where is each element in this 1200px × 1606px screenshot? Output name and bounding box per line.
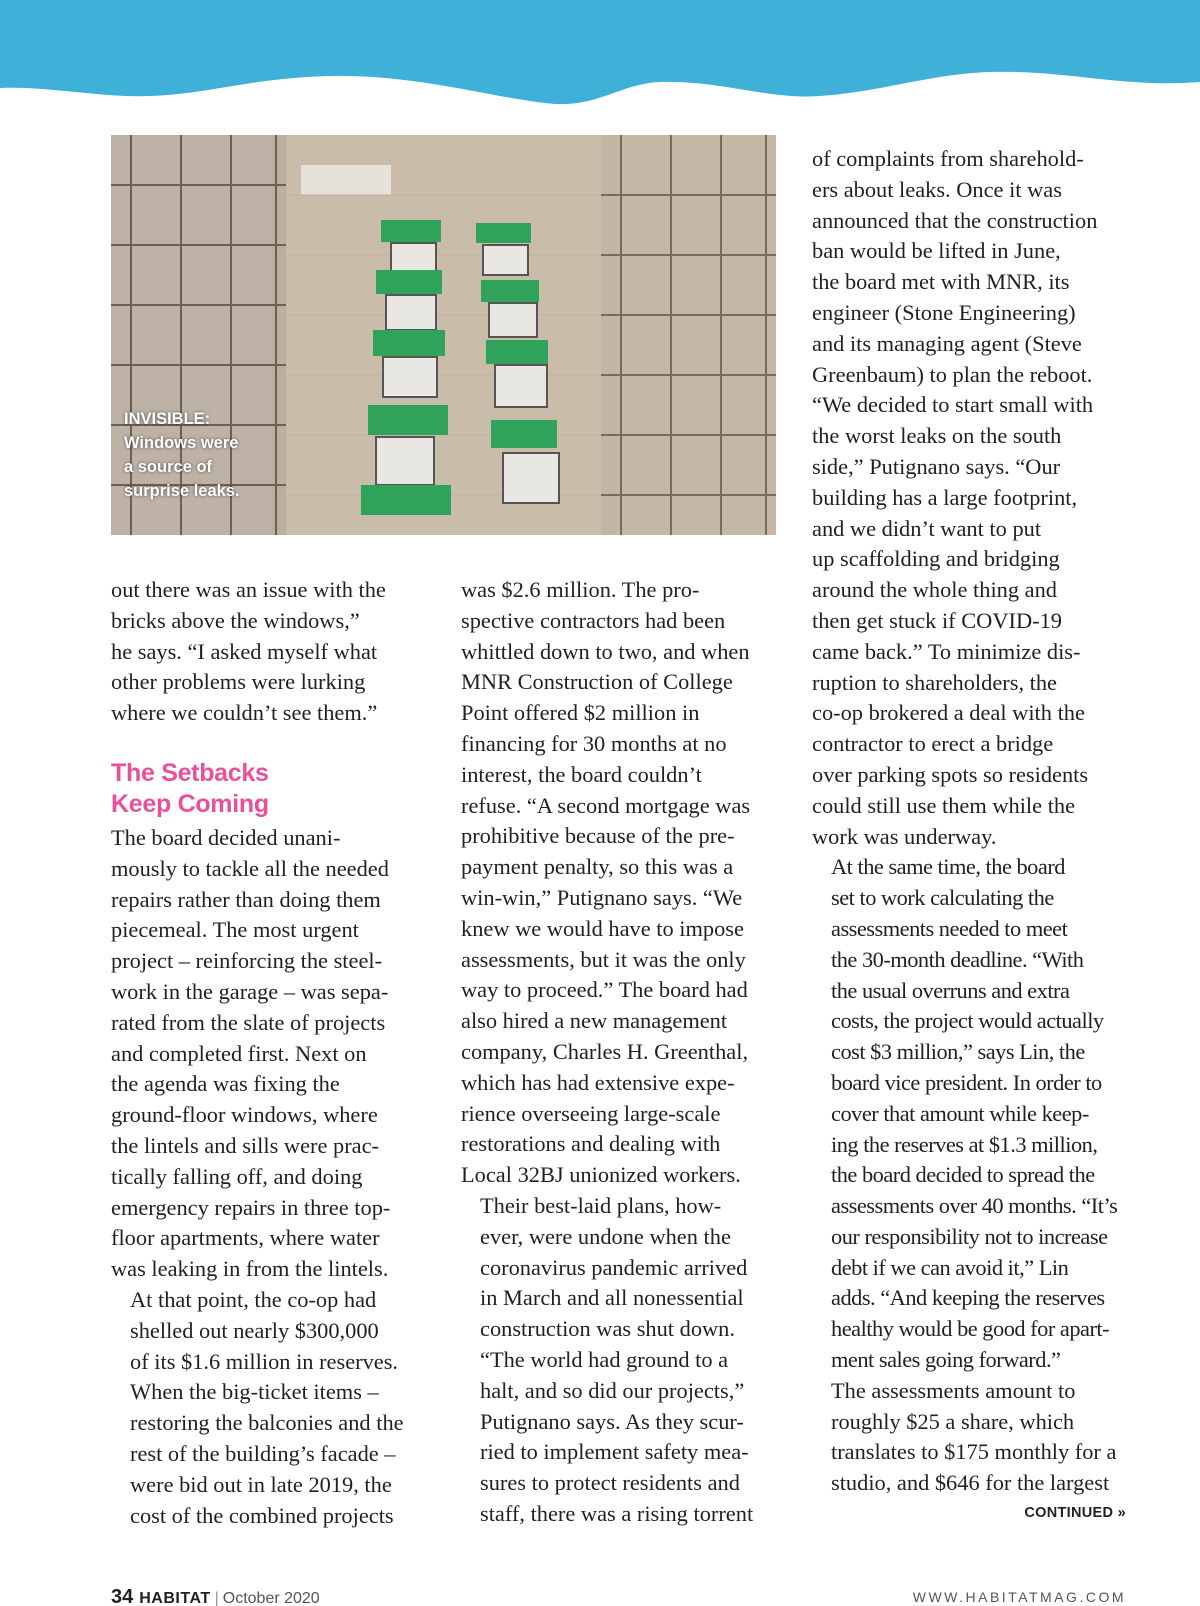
text-line: other problems were lurking (111, 669, 366, 695)
text-line: Local 32BJ unionized workers. (461, 1162, 741, 1188)
text-line: healthy would be good for apart- (831, 1316, 1110, 1342)
text-line: payment penalty, so this was a (461, 854, 734, 880)
text-line: construction was shut down. (480, 1316, 735, 1342)
text-line: board vice president. In order to (831, 1069, 1102, 1095)
text-line: “The world had ground to a (480, 1346, 729, 1372)
text-line: Putignano says. As they scur- (480, 1408, 744, 1434)
text-line: which has had extensive expe- (461, 1069, 735, 1095)
text-line: Greenbaum) to plan the reboot. (812, 361, 1093, 387)
text-line: company, Charles H. Greenthal, (461, 1038, 749, 1064)
heading-line: Keep Coming (111, 789, 269, 818)
text-line: whittled down to two, and when (461, 638, 750, 664)
text-line: contractor to erect a bridge (812, 731, 1054, 757)
text-line: “We decided to start small with (812, 392, 1094, 418)
website-url[interactable]: WWW.HABITATMAG.COM (912, 1589, 1126, 1605)
text-line: project – reinforcing the steel- (111, 948, 383, 974)
text-line: was leaking in from the lintels. (111, 1256, 389, 1282)
text-line: cover that amount while keep- (831, 1100, 1089, 1126)
text-line: coronavirus pandemic arrived (480, 1254, 748, 1280)
caption-label: INVISIBLE: (124, 410, 211, 428)
text-line: and its managing agent (Steve (812, 330, 1082, 356)
text-line: When the big-ticket items – (130, 1379, 379, 1405)
paragraph (111, 823, 421, 1285)
text-line: assessments needed to meet (831, 915, 1068, 941)
text-line: bricks above the windows,” (111, 607, 360, 633)
paragraph (812, 144, 1132, 852)
top-color-band (0, 0, 1200, 112)
text-line: engineer (Stone Engineering) (812, 299, 1076, 325)
text-line: costs, the project would actually (831, 1008, 1104, 1034)
text-line: piecemeal. The most urgent (111, 917, 359, 943)
magazine-name: HABITAT (139, 1590, 211, 1606)
text-line: studio, and $646 for the largest (831, 1470, 1110, 1496)
text-line: up scaffolding and bridging (812, 546, 1060, 572)
text-line: the board met with MNR, its (812, 269, 1070, 295)
text-line: MNR Construction of College (461, 669, 733, 695)
text-line: in March and all nonessential (480, 1285, 744, 1311)
text-line: over parking spots so residents (812, 761, 1089, 787)
paragraph (812, 852, 1132, 1376)
text-line: the usual overruns and extra (831, 977, 1070, 1003)
text-line: around the whole thing and (812, 577, 1057, 603)
text-line: assessments, but it was the only (461, 946, 746, 972)
text-line: the board decided to spread the (831, 1162, 1095, 1188)
text-line: ers about leaks. Once it was (812, 176, 1062, 202)
text-line: restorations and dealing with (461, 1131, 721, 1157)
text-line: cost $3 million,” says Lin, the (831, 1039, 1085, 1065)
paragraph (111, 575, 421, 729)
text-line: At the same time, the board (831, 854, 1065, 880)
text-line: and completed first. Next on (111, 1040, 367, 1066)
text-line: The board decided unani- (111, 824, 341, 850)
text-line: also hired a new management (461, 1008, 728, 1034)
text-line: ried to implement safety mea- (480, 1439, 749, 1465)
text-line: side,” Putignano says. “Our (812, 453, 1061, 479)
page-number: 34 (111, 1586, 134, 1606)
paragraph (461, 1191, 781, 1530)
article-column-3 (812, 144, 1132, 1499)
text-line: rience overseeing large-scale (461, 1100, 721, 1126)
text-line: were bid out in late 2019, the (130, 1471, 392, 1497)
text-line: could still use them while the (812, 792, 1076, 818)
text-line: Their best-laid plans, how- (480, 1192, 722, 1218)
text-line: announced that the construction (812, 207, 1098, 233)
text-line: and we didn’t want to put (812, 515, 1042, 541)
text-line: spective contractors had been (461, 607, 726, 633)
text-line: ever, were undone when the (480, 1223, 731, 1249)
text-line: where we couldn’t see them.” (111, 700, 378, 726)
text-line: building has a large footprint, (812, 484, 1078, 510)
text-line: shelled out nearly $300,000 (130, 1317, 379, 1343)
section-heading (111, 758, 421, 820)
text-line: repairs rather than doing them (111, 886, 381, 912)
article-column-1 (111, 575, 421, 1531)
paragraph (812, 1376, 1132, 1499)
text-line: prohibitive because of the pre- (461, 823, 735, 849)
paragraph (111, 1285, 421, 1531)
text-line: ment sales going forward.” (831, 1347, 1061, 1373)
text-line: co-op brokered a deal with the (812, 700, 1085, 726)
text-line: the 30-month deadline. “With (831, 946, 1084, 972)
text-line: then get stuck if COVID-19 (812, 607, 1062, 633)
text-line: the worst leaks on the south (812, 423, 1062, 449)
text-line: win-win,” Putignano says. “We (461, 884, 743, 910)
text-line: he says. “I asked myself what (111, 638, 378, 664)
paragraph (461, 575, 781, 1191)
text-line: out there was an issue with the (111, 577, 386, 602)
text-line: ground-floor windows, where (111, 1102, 378, 1128)
text-line: way to proceed.” The board had (461, 977, 748, 1003)
text-line: ing the reserves at $1.3 million, (831, 1131, 1098, 1157)
continued-link[interactable]: CONTINUED » (1024, 1505, 1126, 1521)
text-line: assessments over 40 months. “It’s (831, 1193, 1118, 1219)
caption-line: Windows were (124, 434, 239, 452)
text-line: roughly $25 a share, which (831, 1408, 1075, 1434)
text-line: came back.” To minimize dis- (812, 638, 1081, 664)
footer-separator: | (214, 1590, 219, 1606)
text-line: floor apartments, where water (111, 1225, 380, 1251)
text-line: knew we would have to impose (461, 915, 744, 941)
issue-date: October 2020 (222, 1590, 320, 1606)
caption-line: surprise leaks. (124, 482, 240, 500)
text-line: work was underway. (812, 823, 997, 849)
text-line: halt, and so did our projects,” (480, 1377, 745, 1403)
text-line: refuse. “A second mortgage was (461, 792, 751, 818)
text-line: the lintels and sills were prac- (111, 1132, 379, 1158)
text-line: The assessments amount to (831, 1377, 1076, 1403)
text-line: work in the garage – was sepa- (111, 978, 389, 1004)
text-line: ruption to shareholders, the (812, 669, 1057, 695)
text-line: staff, there was a rising torrent (480, 1500, 754, 1526)
text-line: rest of the building’s facade – (130, 1440, 396, 1466)
text-line: restoring the balconies and the (130, 1410, 404, 1436)
text-line: mously to tackle all the needed (111, 855, 389, 881)
article-column-2 (461, 575, 781, 1530)
page-footer (111, 1586, 320, 1606)
text-line: translates to $175 monthly for a (831, 1439, 1117, 1465)
text-line: financing for 30 months at no (461, 730, 727, 756)
text-line: rated from the slate of projects (111, 1009, 386, 1035)
text-line: interest, the board couldn’t (461, 761, 702, 787)
text-line: cost of the combined projects (130, 1502, 394, 1528)
text-line: ban would be lifted in June, (812, 238, 1061, 264)
text-line: was $2.6 million. The pro- (461, 577, 700, 602)
photo-caption (124, 407, 284, 503)
caption-line: a source of (124, 458, 213, 476)
text-line: Point offered $2 million in (461, 700, 700, 726)
text-line: adds. “And keeping the reserves (831, 1285, 1105, 1311)
text-line: of its $1.6 million in reserves. (130, 1348, 399, 1374)
text-line: tically falling off, and doing (111, 1163, 363, 1189)
text-line: our responsibility not to increase (831, 1223, 1108, 1249)
text-line: of complaints from sharehold- (812, 146, 1084, 171)
heading-line: The Setbacks (111, 758, 269, 787)
building-photo (111, 135, 776, 535)
text-line: sures to protect residents and (480, 1470, 740, 1496)
text-line: the agenda was fixing the (111, 1071, 340, 1097)
text-line: At that point, the co-op had (130, 1286, 377, 1312)
text-line: debt if we can avoid it,” Lin (831, 1254, 1069, 1280)
text-line: set to work calculating the (831, 885, 1054, 911)
text-line: emergency repairs in three top- (111, 1194, 391, 1220)
